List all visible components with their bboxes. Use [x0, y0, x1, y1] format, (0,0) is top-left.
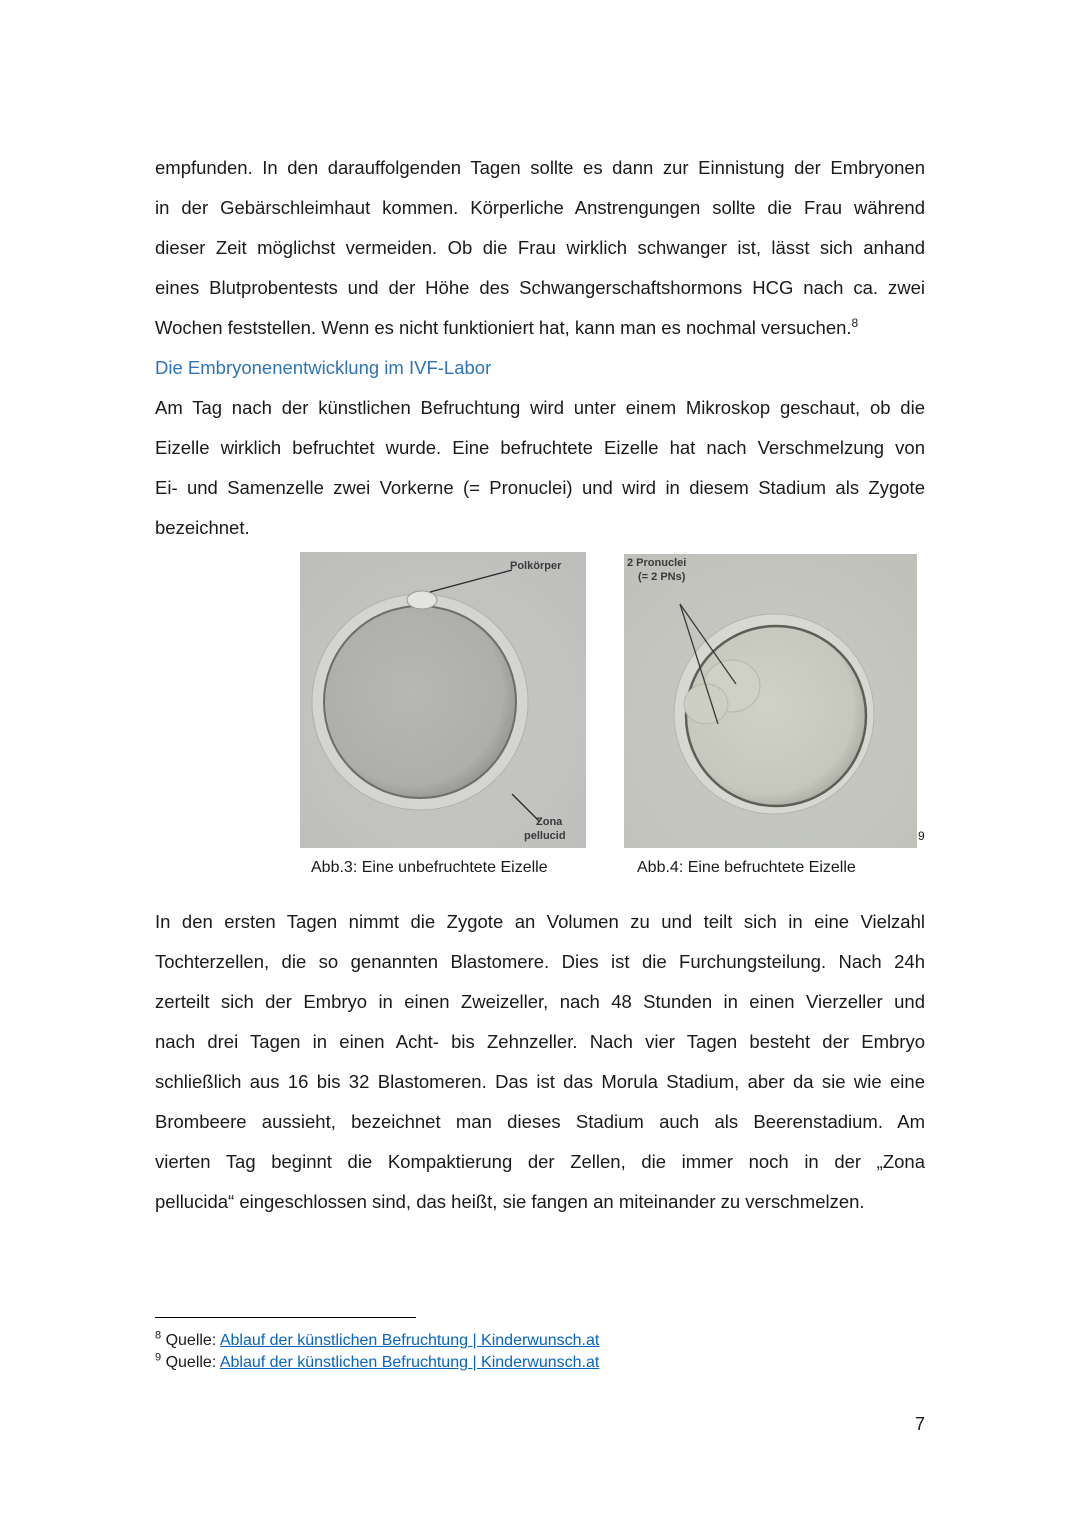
egg-cell-illustration [300, 552, 586, 848]
label-pronuclei: 2 Pronuclei [627, 557, 687, 569]
paragraph-zygote [155, 388, 925, 548]
footnote-number: 8 [155, 1329, 162, 1342]
text-line: nach drei Tagen in einen Acht- bis Zehnzeller. Nach vier Tagen besteht der Embryo [155, 1031, 925, 1052]
page-number: 7 [915, 1414, 926, 1434]
footnote-prefix: Quelle: [165, 1332, 220, 1349]
footnote-separator [155, 1317, 416, 1318]
caption-figure-3: Abb.3: Eine unbefruchtete Eizelle [311, 859, 548, 876]
text-line: Am Tag nach der künstlichen Befruchtung wird unter einem Mikroskop geschaut, ob die [155, 397, 925, 418]
paragraph-ivf-implantation [155, 148, 925, 348]
text-line: Tochterzellen, die so genannten Blastomere. Dies ist die Furchungsteilung. Nach 24h [155, 951, 925, 972]
footnote-link[interactable]: Ablauf der künstlichen Befruchtung | Kinderwunsch.at [219, 1354, 600, 1371]
footnote-link[interactable]: Ablauf der künstlichen Befruchtung | Kinderwunsch.at [219, 1332, 600, 1349]
footnote-ref-9[interactable]: 9 [918, 829, 925, 843]
text-line: in der Gebärschleimhaut kommen. Körperliche Anstrengungen sollte die Frau während [155, 197, 925, 218]
text-line: empfunden. In den darauffolgenden Tagen sollte es dann zur Einnistung der Embryonen [155, 157, 925, 178]
text-line: bezeichnet. [155, 517, 250, 538]
cytoplasm-shape [324, 606, 516, 798]
text-line: vierten Tag beginnt die Kompaktierung der Zellen, die immer noch in der „Zona [155, 1151, 925, 1172]
text-line: In den ersten Tagen nimmt die Zygote an Volumen zu und teilt sich in eine Vielzahl [155, 911, 925, 932]
text-line: zerteilt sich der Embryo in einen Zweizeller, nach 48 Stunden in einen Vierzeller und [155, 991, 925, 1012]
paragraph-cleavage [155, 902, 925, 1222]
zygote-illustration [624, 554, 917, 848]
caption-figure-4: Abb.4: Eine befruchtete Eizelle [637, 859, 856, 876]
text-line: schließlich aus 16 bis 32 Blastomeren. Das ist das Morula Stadium, aber da sie wie eine [155, 1071, 925, 1092]
footnote-ref-8[interactable]: 8 [851, 315, 859, 330]
text-line-content: Wochen feststellen. Wenn es nicht funktioniert hat, kann man es nochmal versuchen. [155, 317, 852, 338]
label-pns: (= 2 PNs) [638, 571, 686, 583]
footnote-9 [155, 1352, 599, 1374]
footnote-8 [155, 1330, 599, 1352]
label-zona: Zona [536, 816, 563, 828]
label-pellucid: pellucid [524, 830, 566, 842]
pronucleus-shape [684, 684, 728, 724]
figure-fertilized-egg [624, 554, 917, 848]
text-line: pellucida“ eingeschlossen sind, das heißt, sie fangen an miteinander zu verschmelzen. [155, 1191, 865, 1212]
text-line: Eizelle wirklich befruchtet wurde. Eine befruchtete Eizelle hat nach Verschmelzung von [155, 437, 925, 458]
text-line [155, 308, 925, 348]
label-polkoerper: Polkörper [510, 560, 562, 572]
footnote-number: 9 [155, 1351, 162, 1364]
text-line: eines Blutprobentests und der Höhe des Schwangerschaftshormons HCG nach ca. zwei [155, 277, 925, 298]
footnote-prefix: Quelle: [165, 1354, 220, 1371]
pointer-line-polkoerper [430, 570, 512, 592]
text-line: Brombeere aussieht, bezeichnet man dieses Stadium auch als Beerenstadium. Am [155, 1111, 925, 1132]
polar-body-shape [407, 591, 437, 609]
figure-unfertilized-egg [300, 552, 586, 848]
text-line: Ei- und Samenzelle zwei Vorkerne (= Pronuclei) und wird in diesem Stadium als Zygote [155, 477, 925, 498]
text-line: dieser Zeit möglichst vermeiden. Ob die Frau wirklich schwanger ist, lässt sich anhand [155, 237, 925, 258]
section-heading: Die Embryonenentwicklung im IVF-Labor [155, 357, 492, 378]
